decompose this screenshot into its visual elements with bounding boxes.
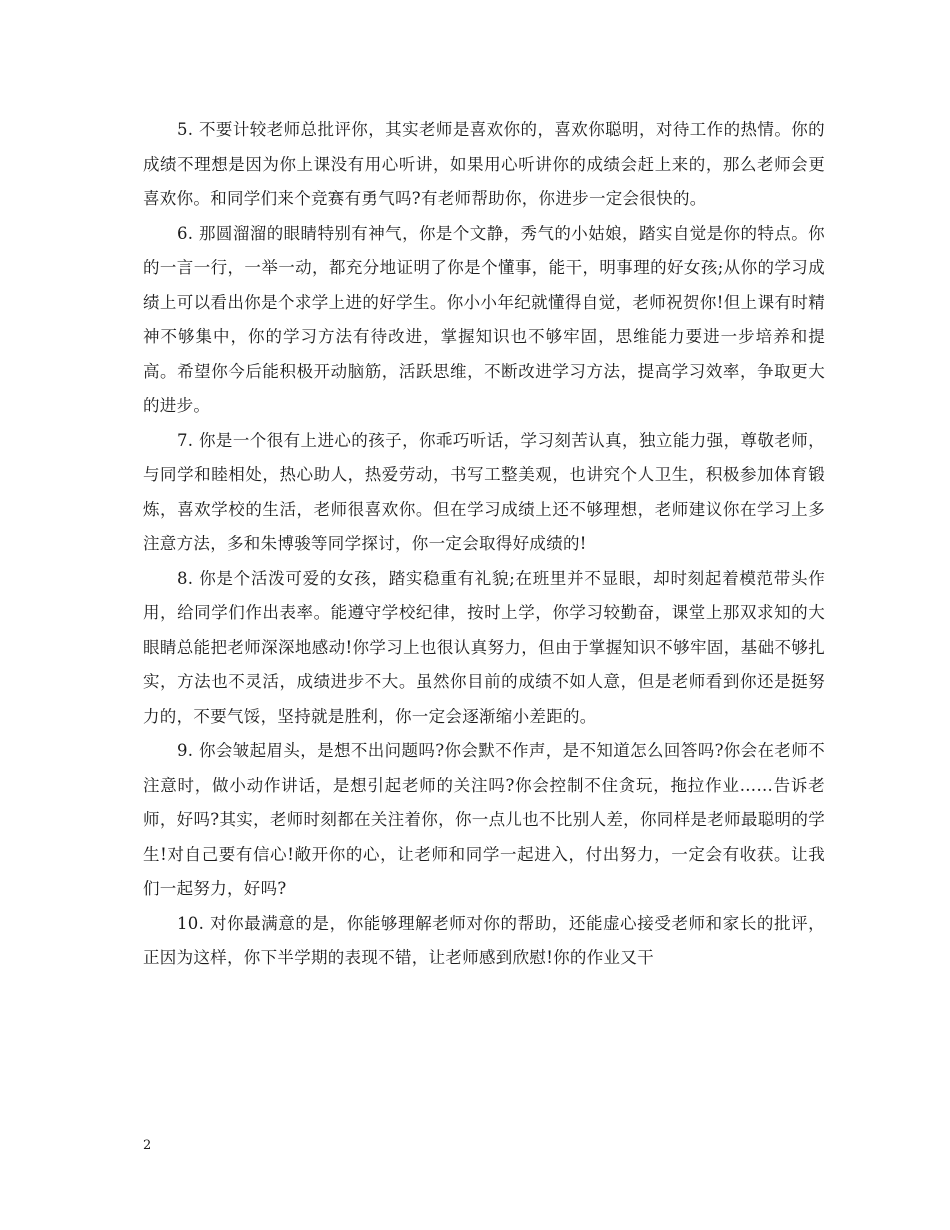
comment-paragraph-7: 7. 你是一个很有上进心的孩子，你乖巧听话，学习刻苦认真，独立能力强，尊敬老师，与同学和睦相处，热心助人，热爱劳动，书写工整美观，也讲究个人卫生，积极参加体育锻炼，喜欢学校的生活，老师很喜欢你。但在学习成绩上还不够理想，老师建议你在学习上多注意方法，多和朱博骏等同学探讨，你一定会取得好成绩的! (143, 430, 825, 553)
page-number: 2 (143, 1138, 152, 1153)
comment-paragraph-6: 6. 那圆溜溜的眼睛特别有神气，你是个文静，秀气的小姑娘，踏实自觉是你的特点。你的一言一行，一举一动，都充分地证明了你是个懂事，能干，明事理的好女孩;从你的学习成绩上可以看出你是个求学上进的好学生。你小小年纪就懂得自觉，老师祝贺你!但上课有时精神不够集中，你的学习方法有待改进，掌握知识也不够牢固，思维能力要进一步培养和提高。希望你今后能积极开动脑筋，活跃思维，不断改进学习方法，提高学习效率，争取更大的进步。 (143, 223, 825, 415)
comment-paragraph-10: 10. 对你最满意的是，你能够理解老师对你的帮助，还能虚心接受老师和家长的批评，正因为这样，你下半学期的表现不错，让老师感到欣慰!你的作业又干 (143, 913, 825, 967)
comment-paragraph-8: 8. 你是个活泼可爱的女孩，踏实稳重有礼貌;在班里并不显眼，却时刻起着模范带头作用，给同学们作出表率。能遵守学校纪律，按时上学，你学习较勤奋，课堂上那双求知的大眼睛总能把老师深深地感动!你学习上也很认真努力，但由于掌握知识不够牢固，基础不够扎实，方法也不灵活，成绩进步不大。虽然你目前的成绩不如人意，但是老师看到你还是挺努力的，不要气馁，坚持就是胜利，你一定会逐渐缩小差距的。 (143, 568, 825, 726)
comment-paragraph-5: 5. 不要计较老师总批评你，其实老师是喜欢你的，喜欢你聪明，对待工作的热情。你的成绩不理想是因为你上课没有用心听讲，如果用心听讲你的成绩会赶上来的，那么老师会更喜欢你。和同学们来个竞赛有勇气吗?有老师帮助你，你进步一定会很快的。 (143, 120, 825, 208)
comment-paragraph-9: 9. 你会皱起眉头，是想不出问题吗?你会默不作声，是不知道怎么回答吗?你会在老师不注意时，做小动作讲话，是想引起老师的关注吗?你会控制不住贪玩，拖拉作业……告诉老师，好吗?其实，老师时刻都在关注着你，你一点儿也不比别人差，你同样是老师最聪明的学生!对自己要有信心!敞开你的心，让老师和同学一起进入，付出努力，一定会有收获。让我们一起努力，好吗? (143, 741, 825, 898)
page-body (143, 113, 825, 976)
